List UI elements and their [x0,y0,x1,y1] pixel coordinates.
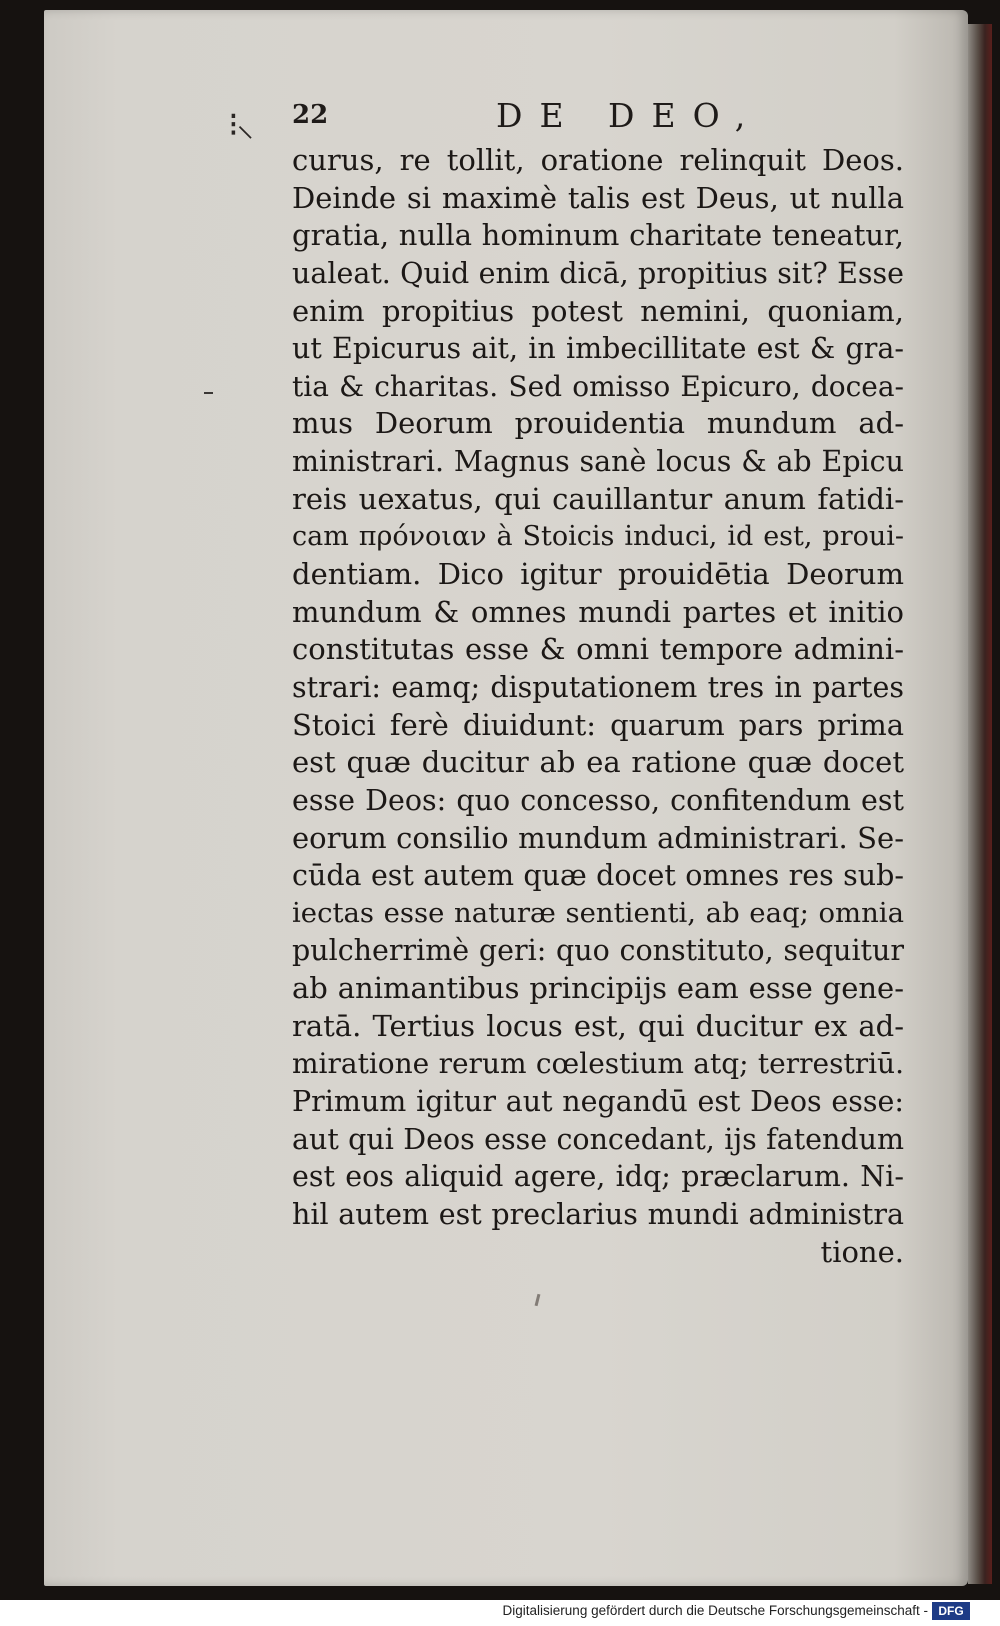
text-line: ab animantibus principijs eam esse gene- [292,971,904,1006]
text-line: enim propitius potest nemini, quoniam, [292,293,904,328]
text-line: mus Deorum prouidentia mundum ad- [292,406,904,441]
text-line: eorum consilio mundum administrari. Se- [292,820,904,855]
running-head: DE DEO, [496,96,763,135]
funding-credit: Digitalisierung gefördert durch die Deutsche Forschungsgemeinschaft - [502,1603,928,1618]
text-line: Stoici ferè diuidunt: quarum pars prima [292,707,904,742]
text-line: iectas esse naturæ sentienti, ab eaq; omnia [292,896,904,929]
text-line: cūda est autem quæ docet omnes res sub- [292,859,904,893]
text-line: est quæ ducitur ab ea ratione quæ docet [292,745,904,780]
text-line: constitutas esse & omni tempore admini- [292,632,904,667]
catchword: tione. [820,1234,904,1269]
text-line: aut qui Deos esse concedant, ijs fatendum [292,1122,904,1156]
text-line: ministrari. Magnus sanè locus & ab Epicu [292,445,904,479]
text-line: pulcherrimè geri: quo constituto, sequitur [292,934,904,968]
text-line: hil autem est preclarius mundi administra [292,1197,904,1231]
margin-mark [204,392,213,394]
text-line: mundum & omnes mundi partes et initio [292,594,904,629]
text-line: ualeat. Quid enim dicā, propitius sit? Esse [292,256,904,290]
page-edge [968,24,992,1584]
text-line: gratia, nulla hominum charitate teneatur, [292,218,904,253]
text-line: curus, re tollit, oratione relinquit Deos. [292,143,904,177]
text-line: tia & charitas. Sed omisso Epicuro, doceа- [292,369,904,403]
text-line: Deinde si maximè talis est Deus, ut nulla [292,180,904,215]
text-line: ratā. Tertius locus est, qui ducitur ex ad- [292,1008,904,1043]
text-line: cam πρόνοιαν à Stoicis induci, id est, proui- [292,521,904,553]
text-line: ut Epicurus ait, in imbecillitate est & gra- [292,332,904,366]
gutter-mark: ⁝⸜ [228,105,252,145]
text-line: strari: eamq; disputationem tres in partes [292,670,904,704]
text-line: miratione rerum cœlestium atq; terrestriū. [292,1047,904,1081]
text-line: dentiam. Dico igitur prouidētia Deorum [292,557,904,592]
page-number: 22 [292,100,329,130]
dfg-logo: DFG [932,1602,970,1620]
text-line: est eos aliquid agere, idq; præclarum. Ni- [292,1160,904,1194]
text-line: reis uexatus, qui cauillantur anum fatidi- [292,481,904,516]
body-text [292,142,904,1271]
text-line: esse Deos: quo concesso, confitendum est [292,783,904,817]
text-line: Primum igitur aut negandū est Deos esse: [292,1085,904,1119]
